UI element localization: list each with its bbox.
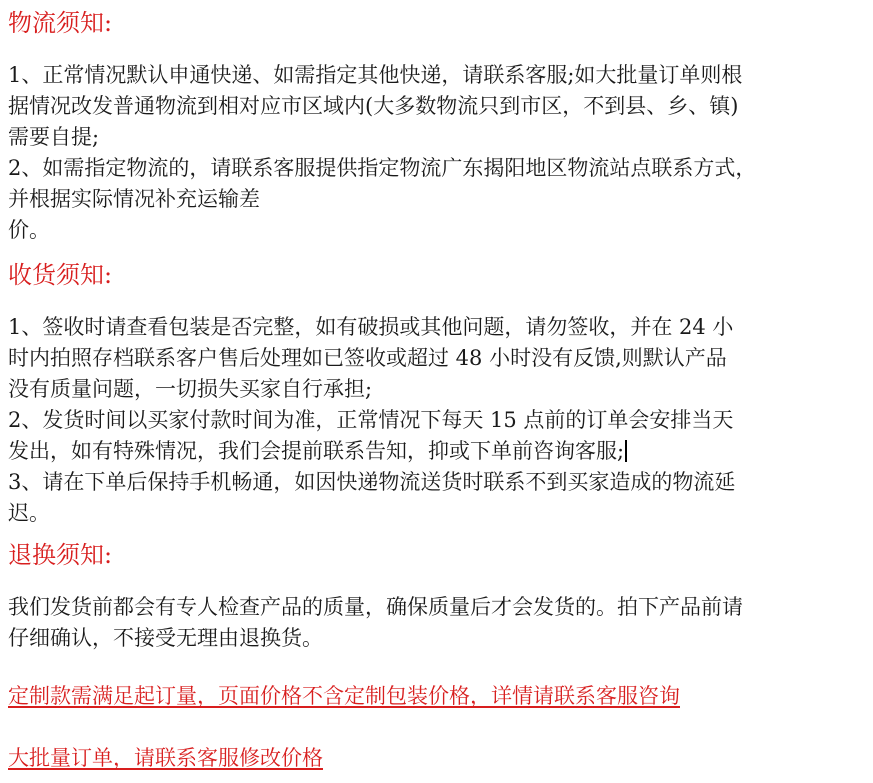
shipping-item1-line2: 据情况改发普通物流到相对应市区域内(大多数物流只到市区，不到县、乡、镇) <box>8 94 739 118</box>
receiving-heading: 收货须知: <box>8 261 113 289</box>
shipping-item2-line3: 价。 <box>8 218 50 242</box>
spacer <box>8 570 853 592</box>
receiving-item1-line3: 没有质量问题，一切损失买家自行承担; <box>8 377 373 401</box>
returns-line2: 仔细确认，不接受无理由退换货。 <box>8 626 323 650</box>
bulk-order-notice-link[interactable]: 大批量订单，请联系客服修改价格 <box>8 746 323 770</box>
shipping-heading: 物流须知: <box>8 9 113 37</box>
receiving-item3-line1: 3、请在下单后保持手机畅通，如因快递物流送货时联系不到买家造成的物流延 <box>8 470 736 494</box>
returns-section <box>8 540 853 654</box>
shipping-item2-line1: 2、如需指定物流的，请联系客服提供指定物流广东揭阳地区物流站点联系方式， <box>8 156 757 180</box>
receiving-item3-line2: 迟。 <box>8 501 50 525</box>
spacer <box>8 38 853 60</box>
text-cursor <box>625 440 627 462</box>
receiving-item1-line2: 时内拍照存档联系客户售后处理如已签收或超过 48 小时没有反馈,则默认产品 <box>8 346 727 370</box>
shipping-item1-line3: 需要自提; <box>8 125 100 149</box>
receiving-item2-line2: 发出，如有特殊情况，我们会提前联系告知，抑或下单前咨询客服; <box>8 439 625 463</box>
returns-line1: 我们发货前都会有专人检查产品的质量，确保质量后才会发货的。拍下产品前请 <box>8 595 743 619</box>
returns-heading: 退换须知: <box>8 541 113 569</box>
custom-order-notice-link[interactable]: 定制款需满足起订量，页面价格不含定制包装价格，详情请联系客服咨询 <box>8 684 680 708</box>
receiving-item2-line2-wrap <box>8 436 853 467</box>
shipping-section <box>8 8 853 246</box>
receiving-section <box>8 260 853 529</box>
receiving-item1-line1: 1、签收时请查看包装是否完整，如有破损或其他问题，请勿签收，并在 24 小 <box>8 315 734 339</box>
receiving-item2-line1: 2、发货时间以买家付款时间为准，正常情况下每天 15 点前的订单会安排当天 <box>8 408 734 432</box>
shipping-item1-line1: 1、正常情况默认申通快递、如需指定其他快递，请联系客服;如大批量订单则根 <box>8 63 743 87</box>
spacer <box>8 290 853 312</box>
shipping-item2-line2: 并根据实际情况补充运输差 <box>8 187 260 211</box>
